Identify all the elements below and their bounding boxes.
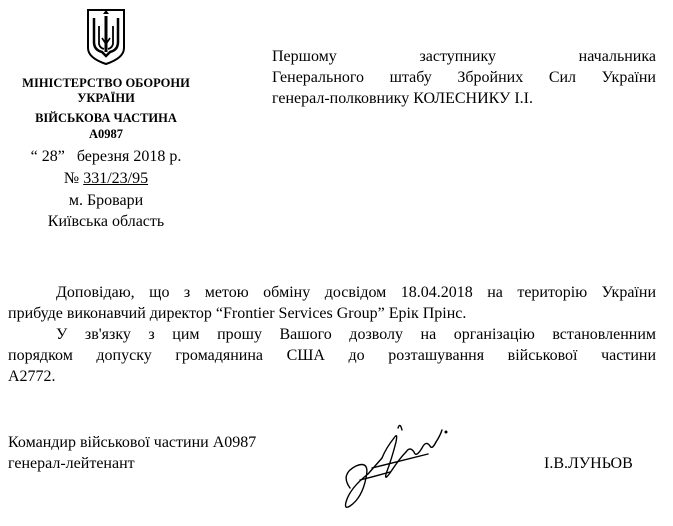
handwritten-signature-icon [336, 418, 456, 514]
number-prefix: № [63, 170, 80, 187]
unit-line-2: А0987 [88, 127, 124, 141]
unit-line-1: ВІЙСЬКОВА ЧАСТИНА [35, 111, 177, 125]
recipient-line-3: генерал-полковнику КОЛЕСНИКУ І.І. [272, 90, 533, 107]
body-p1-line-2: прибуде виконавчий директор “Frontier Services Group” Ерік Прінс. [8, 305, 467, 322]
ministry-line-2: УКРАЇНИ [77, 91, 135, 105]
signatory-title-line-1: Командир військової частини А0987 [8, 434, 257, 451]
recipient-line-2: Генерального штабу Збройних Сил України [272, 69, 656, 86]
body-p2-line-1: У зв'язку з цим прошу Вашого дозволу на організацію встановленним [56, 326, 656, 343]
signatory-title-line-2: генерал-лейтенант [8, 455, 135, 472]
date-day: “ 28” [30, 148, 65, 165]
body-p2-line-3: А2772. [8, 368, 56, 385]
body-p1-line-1: Доповідаю, що з метою обміну досвідом 18.04.2018 на територію України [56, 284, 656, 301]
region: Київська область [47, 213, 165, 230]
signatory-name: І.В.ЛУНЬОВ [544, 455, 633, 472]
document-number [0, 169, 212, 188]
number-value: 331/23/95 [83, 170, 149, 187]
trident-emblem-icon [86, 8, 126, 66]
ministry-line-1: МІНІСТЕРСТВО ОБОРОНИ [22, 76, 190, 90]
date-month-year: березня 2018 р. [76, 148, 182, 165]
recipient-block [272, 46, 656, 109]
body-p2-line-2: порядком допуску громадянина США до розташування військової частини [8, 347, 656, 364]
document-date [0, 147, 212, 166]
city: м. Бровари [68, 192, 144, 209]
recipient-line-1: Першому заступнику начальника [272, 48, 656, 65]
